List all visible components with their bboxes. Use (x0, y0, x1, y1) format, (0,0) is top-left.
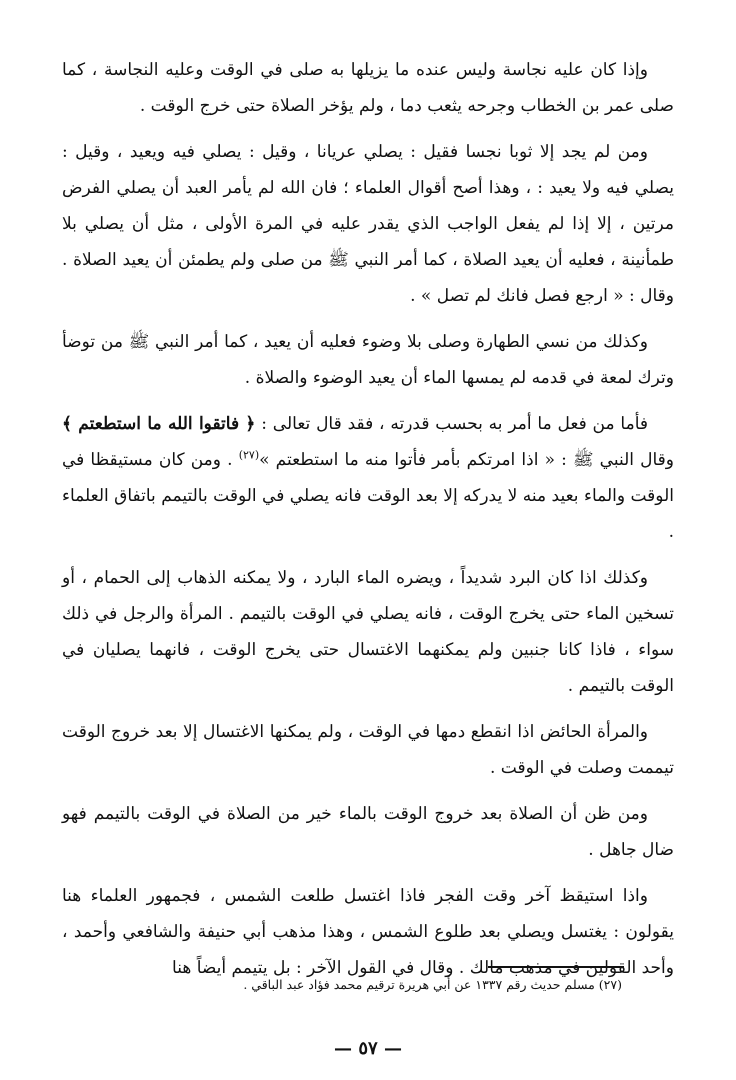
paragraph-4-part-2: وقال النبي ﷺ : « اذا امرتكم بأمر فأتوا منه ما استطعتم » (259, 450, 675, 470)
quran-verse: ﴿ فاتقوا الله ما استطعتم ﴾ (62, 414, 256, 434)
paragraph-2: ومن لم يجد إلا ثوبا نجسا فقيل : يصلي عريانا ، وقيل : يصلي فيه ويعيد ، وقيل : يصلي فيه ولا يعيد : ، وهذا أصح أقوال العلماء ؛ فان الله لم يأمر العبد أن يصلي الفرض مرتين ، إلا إذا لم يفعل الواجب الذي يقدر عليه في المرة الأولى ، مثل أن يصلي بلا طمأنينة ، فعليه أن يعيد الصلاة ، كما أمر النبي ﷺ من صلى ولم يطمئن أن يعيد الصلاة . وقال : « ارجع فصل فانك لم تصل » . (62, 142, 674, 306)
paragraph-5: وكذلك اذا كان البرد شديداً ، ويضره الماء البارد ، ولا يمكنه الذهاب إلى الحمام ، أو تسخين الماء حتى يخرج الوقت ، فانه يصلي في الوقت بالتيمم . المرأة والرجل في ذلك سواء ، فاذا كانا جنبين ولم يمكنهما الاغتسال حتى يخرج الوقت ، فانهما يصليان في الوقت بالتيمم . (62, 568, 674, 696)
footnote: (٢٧) مسلم حديث رقم ١٣٣٧ عن أبي هريرة ترقيم محمد فؤاد عبد الباقي . (243, 977, 622, 992)
paragraph-6: والمرأة الحائض اذا انقطع دمها في الوقت ، ولم يمكنها الاغتسال إلا بعد خروج الوقت تيممت وصلت في الوقت . (62, 722, 674, 778)
paragraph-8: واذا استيقظ آخر وقت الفجر فاذا اغتسل طلعت الشمس ، فجمهور العلماء هنا يقولون : يغتسل ويصلي بعد طلوع الشمس ، وهذا مذهب أبي حنيفة والشافعي وأحمد ، وأحد القولين في مذهب مالك . وقال في القول الآخر : بل يتيمم أيضاً هنا (62, 886, 674, 978)
body-text (62, 52, 674, 996)
paragraph-4 (62, 406, 674, 550)
paragraph-1: وإذا كان عليه نجاسة وليس عنده ما يزيلها به صلى في الوقت وعليه النجاسة ، كما صلى عمر بن الخطاب وجرحه يثعب دما ، ولم يؤخر الصلاة حتى خرج الوقت . (62, 60, 674, 116)
paragraph-4-part-1: فأما من فعل ما أمر به بحسب قدرته ، فقد قال تعالى : (261, 414, 648, 434)
page-number: — ٥٧ — (334, 1038, 402, 1059)
footnote-separator (488, 966, 624, 968)
paragraph-3: وكذلك من نسي الطهارة وصلى بلا وضوء فعليه أن يعيد ، كما أمر النبي ﷺ من توضأ وترك لمعة في قدمه لم يمسها الماء أن يعيد الوضوء والصلاة . (62, 332, 674, 388)
paragraph-7: ومن ظن أن الصلاة بعد خروج الوقت بالماء خير من الصلاة في الوقت بالتيمم فهو ضال جاهل . (62, 804, 674, 860)
footnote-reference: (٢٧) (238, 448, 260, 462)
paragraph-4-part-3: . ومن كان مستيقظا في الوقت والماء بعيد منه لا يدركه إلا بعد الوقت فانه يصلي في الوقت بالتيمم باتفاق العلماء . (62, 450, 674, 542)
